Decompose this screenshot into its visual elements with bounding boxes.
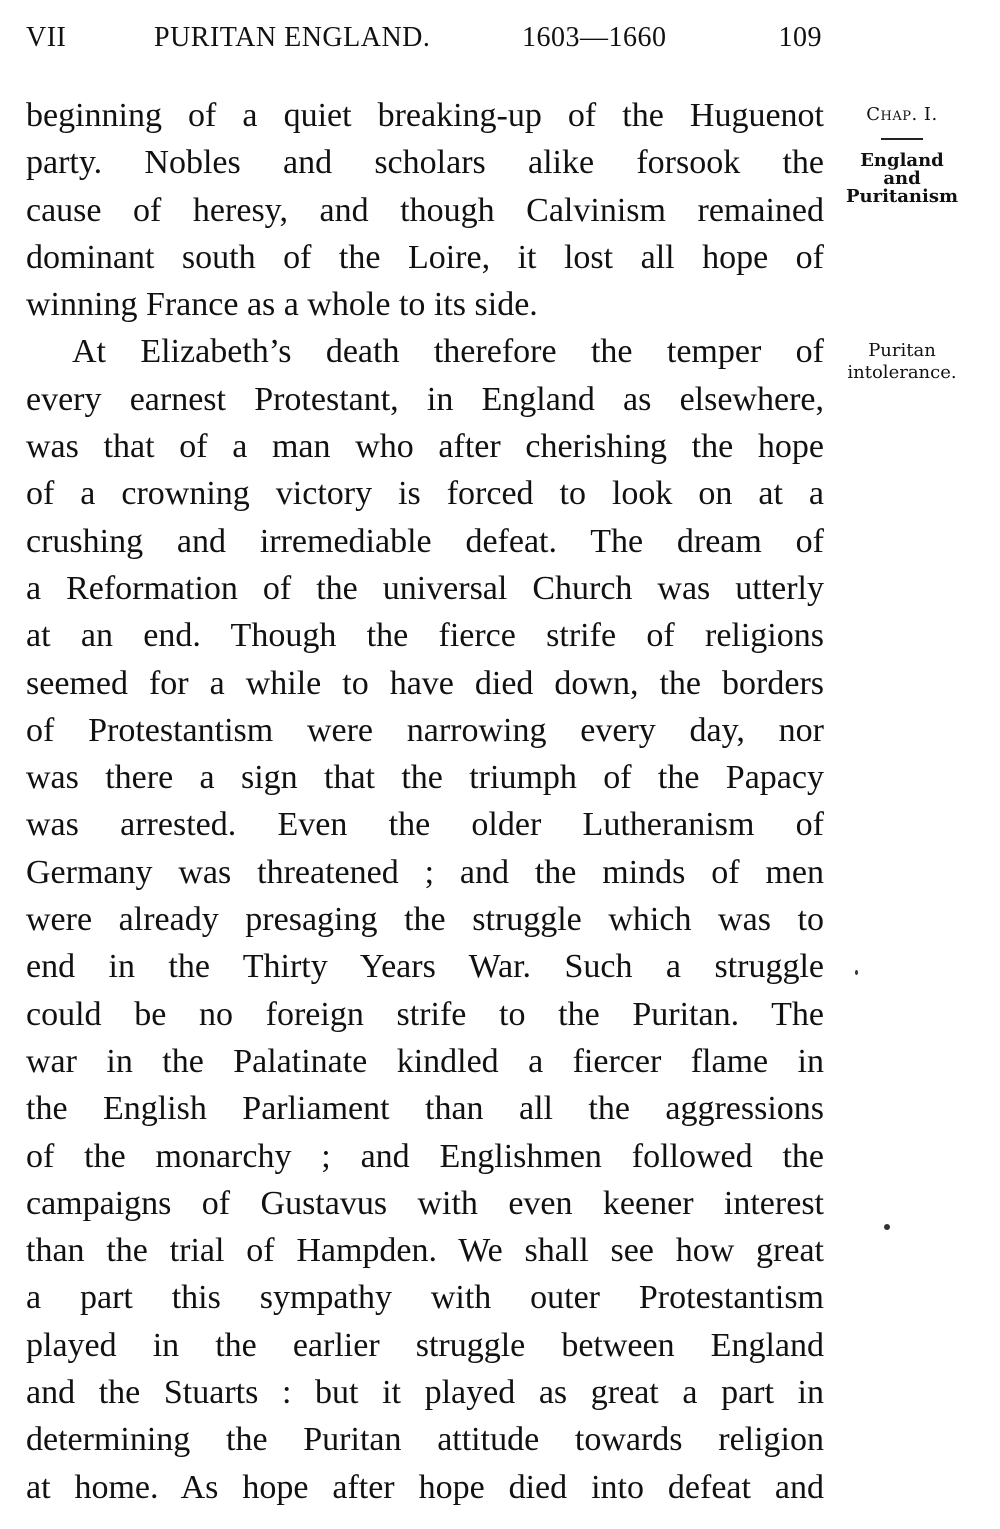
text-line: was arrested. Even the older Lutheranism of [26, 806, 824, 844]
text-line: determining the Puritan attitude towards religion [26, 1421, 824, 1459]
text-line: seemed for a while to have died down, the borders [26, 664, 824, 702]
print-speck [855, 970, 858, 975]
margin-note-line: Puritan [868, 340, 936, 361]
text-line: played in the earlier struggle between England [26, 1326, 824, 1364]
text-line: party. Nobles and scholars alike forsook the [26, 144, 824, 182]
margin-rule [881, 138, 923, 140]
header-chapter: VII [26, 22, 67, 53]
text-line: every earnest Protestant, in England as elsewhere, [26, 380, 824, 418]
header-dates: 1603—1660 [522, 22, 667, 53]
margin-note-puritan-intolerance [828, 340, 976, 384]
margin-note-line: intolerance. [847, 362, 957, 383]
text-line: the English Parliament than all the aggressions [26, 1090, 824, 1128]
text-line: a part this sympathy with outer Protestantism [26, 1279, 824, 1317]
print-speck [884, 1224, 890, 1230]
margin-note-england-and-puritanism [828, 150, 976, 208]
text-line: were already presaging the struggle which was to [26, 901, 824, 939]
text-line: crushing and irremediable defeat. The dream of [26, 522, 824, 560]
text-line: cause of heresy, and though Calvinism remained [26, 191, 824, 229]
text-line: At Elizabeth’s death therefore the temper of [72, 333, 824, 371]
text-line: than the trial of Hampden. We shall see how great [26, 1232, 824, 1270]
text-line: and the Stuarts : but it played as great a part in [26, 1374, 824, 1412]
text-line: end in the Thirty Years War. Such a struggle [26, 948, 824, 986]
text-line: campaigns of Gustavus with even keener interest [26, 1184, 824, 1222]
text-line: Germany was threatened ; and the minds of men [26, 853, 824, 891]
text-line: winning France as a whole to its side. [26, 286, 538, 324]
margin-chapter-label: Chap. I. [866, 104, 938, 125]
text-line: dominant south of the Loire, it lost all hope of [26, 238, 824, 276]
margin-note-line: England [860, 150, 944, 171]
text-line: at an end. Though the fierce strife of religions [26, 617, 824, 655]
text-line: could be no foreign strife to the Puritan. The [26, 995, 824, 1033]
running-header [26, 22, 826, 58]
text-line: of Protestantism were narrowing every day, nor [26, 711, 824, 749]
body-text [26, 92, 824, 1511]
text-line: war in the Palatinate kindled a fiercer flame in [26, 1042, 824, 1080]
header-title: PURITAN ENGLAND. [154, 22, 431, 53]
margin-note-line: and [883, 168, 921, 189]
text-line: of the monarchy ; and Englishmen followed the [26, 1137, 824, 1175]
text-line: of a crowning victory is forced to look on at a [26, 475, 824, 513]
text-line: beginning of a quiet breaking-up of the Huguenot [26, 97, 824, 134]
text-line: a Reformation of the universal Church was utterly [26, 569, 824, 607]
text-line: was that of a man who after cherishing the hope [26, 428, 824, 466]
text-line: at home. As hope after hope died into defeat and [26, 1468, 824, 1506]
page-number: 109 [778, 22, 822, 53]
text-line: was there a sign that the triumph of the Papacy [26, 759, 824, 797]
margin-note-line: Puritanism [845, 186, 959, 207]
